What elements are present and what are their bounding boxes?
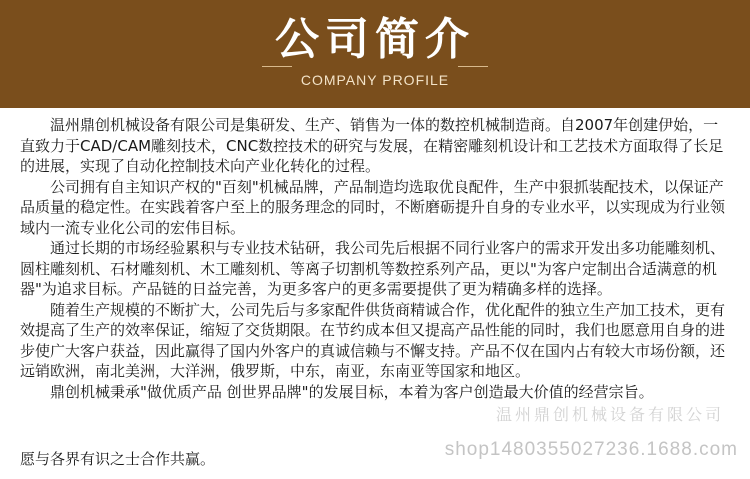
subtitle-rule-left [262, 66, 292, 67]
closing-line: 愿与各界有识之士合作共赢。 [20, 450, 216, 468]
subtitle-rule-right [458, 66, 488, 67]
paragraph-mission: 鼎创机械秉承"做优质产品 创世界品牌"的发展目标，本着为客户创造最大价值的经营宗旨。 [50, 382, 654, 401]
paragraph-growth: 随着生产规模的不断扩大，公司先后与多家配件供货商精诚合作，优化配件的独立生产加工技术，更有效提高了生产的效率保证，缩短了交货期限。在节约成本但又提高产品性能的同时，我们也愿意用自身的进步使广大客户获益，因此赢得了国内外客户的真诚信赖与不懈支持。产品不仅在国内占有较大市场份额，还远销欧洲，南北美洲，大洋洲，俄罗斯，中东，南亚，东南亚等国家和地区。 [20, 300, 726, 380]
paragraph-products: 通过长期的市场经验累积与专业技术钻研，我公司先后根据不同行业客户的需求开发出多功能雕刻机、圆柱雕刻机、石材雕刻机、木工雕刻机、等离子切割机等数控系列产品，更以"为客户定制出合适满意的机器"为追求目标。产品链的日益完善，为更多客户的更多需要提供了更为精确多样的选择。 [20, 239, 726, 298]
page-title: 公司简介 [275, 14, 475, 65]
company-profile-text [20, 115, 732, 402]
watermark-url: shop1480355027236.1688.com [444, 439, 738, 460]
paragraph-brand: 公司拥有自主知识产权的"百刻"机械品牌，产品制造均选取优良配件，生产中狠抓装配技术，以保证产品质量的稳定性。在实践着客户至上的服务理念的同时，不断磨砺提升自身的专业水平，以实现成为行业领域内一流专业化公司的宏伟目标。 [20, 177, 726, 237]
page-subtitle: COMPANY PROFILE [300, 72, 450, 88]
watermark-company: 温州鼎创机械设备有限公司 [495, 407, 724, 424]
header-banner [0, 0, 750, 108]
paragraph-intro: 温州鼎创机械设备有限公司是集研发、生产、销售为一体的数控机械制造商。自2007年创建伊始，一直致力于CAD/CAM雕刻技术，CNC数控技术的研究与发展，在精密雕刻机设计和工艺技术方面取得了长足的进展，实现了自动化控制技术向产业化转化的过程。 [20, 116, 724, 175]
